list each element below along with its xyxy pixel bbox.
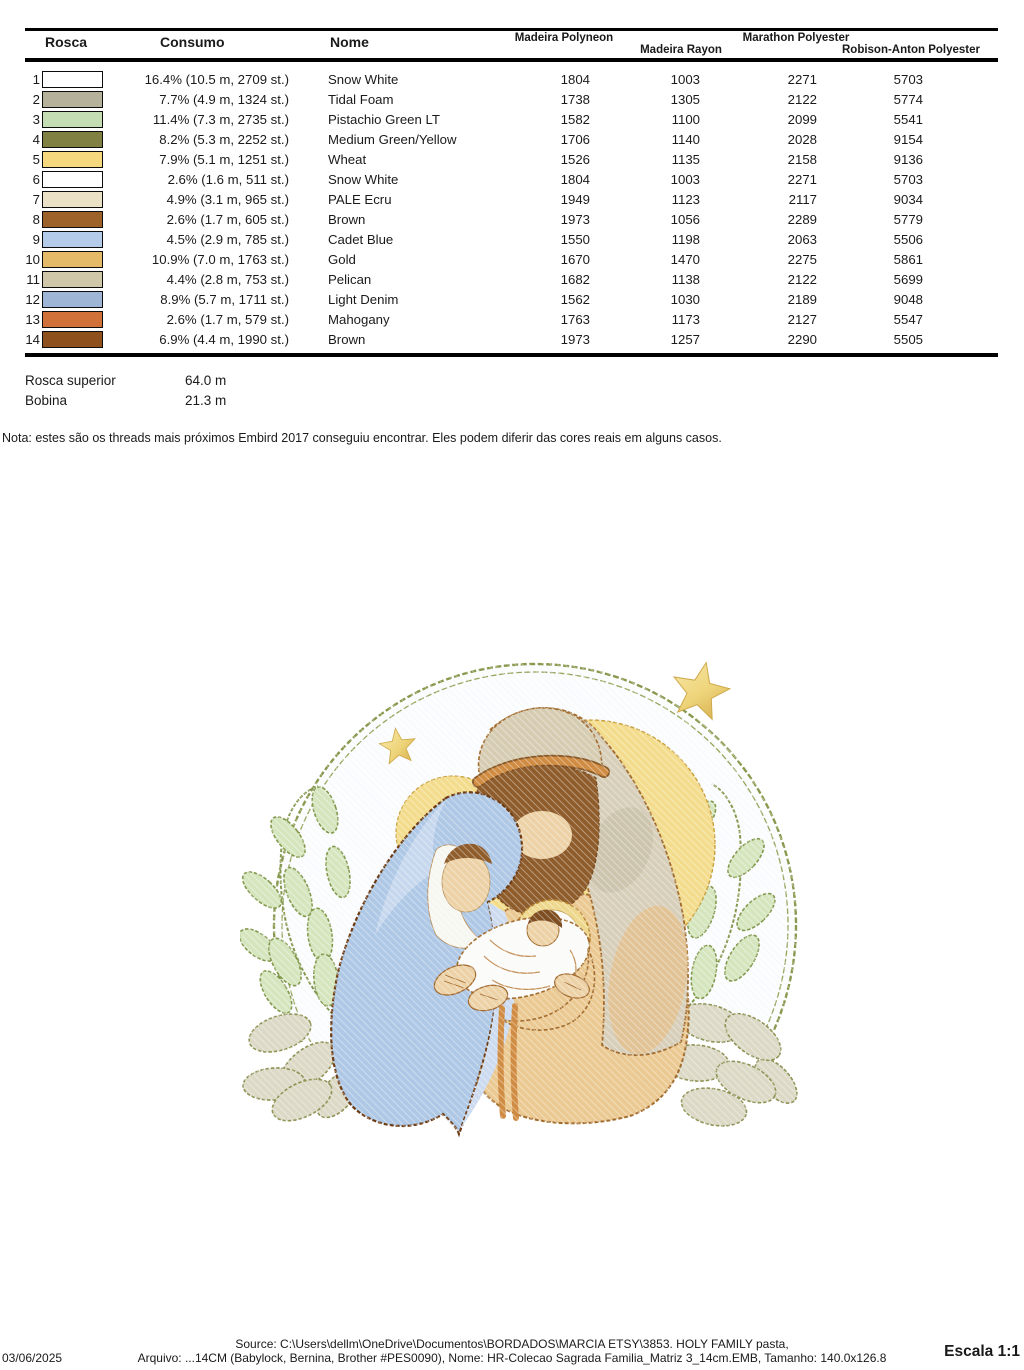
footer-date: 03/06/2025 [2,1351,63,1365]
thread-color-swatch [42,171,103,188]
robison-anton-code: 9136 [893,152,923,167]
madeira-rayon-code: 1135 [671,152,700,167]
robison-anton-code: 9034 [893,192,923,207]
consumo-value: 7.9% (5.1 m, 1251 st.) [159,152,289,167]
robison-anton-code: 5547 [893,312,923,327]
marathon-polyester-code: 2271 [787,72,817,87]
col-header-madeira-polyneon: Madeira Polyneon [514,32,614,44]
table-row [25,290,998,310]
madeira-polyneon-code: 1804 [560,172,590,187]
robison-anton-code: 5541 [893,112,923,127]
col-header-madeira-rayon: Madeira Rayon [640,44,722,56]
madeira-polyneon-code: 1763 [560,312,590,327]
col-header-marathon: Marathon Polyester [742,32,850,44]
thread-color-swatch [42,211,103,228]
consumo-value: 2.6% (1.7 m, 579 st.) [166,312,289,327]
madeira-polyneon-code: 1550 [560,232,590,247]
table-top-rule [25,28,998,31]
consumo-value: 11.4% (7.3 m, 2735 st.) [152,112,289,127]
table-row [25,170,998,190]
thread-name: Wheat [328,152,367,167]
row-number: 9 [32,232,40,247]
row-number: 4 [32,132,40,147]
marathon-polyester-code: 2127 [787,312,817,327]
bobina-label: Bobina [25,393,68,408]
marathon-polyester-code: 2122 [787,92,817,107]
footer-source-path: Source: C:\Users\dellm\OneDrive\Documentos\BORDADOS\MARCIA ETSY\3853. HOLY FAMILY pasta, [235,1337,789,1351]
marathon-polyester-code: 2271 [787,172,817,187]
marathon-polyester-code: 2063 [787,232,817,247]
footer-scale-label: Escala 1:1 [944,1343,1020,1360]
madeira-rayon-code: 1003 [670,172,700,187]
madeira-rayon-code: 1138 [671,272,700,287]
stitch-texture [240,650,800,1210]
consumo-value: 8.2% (5.3 m, 2252 st.) [159,132,289,147]
thread-color-swatch [42,271,103,288]
marathon-polyester-code: 2028 [787,132,817,147]
thread-color-swatch [42,191,103,208]
rosca-superior-value: 64.0 m [185,373,227,388]
table-row [25,330,998,350]
consumo-value: 2.6% (1.7 m, 605 st.) [166,212,289,227]
madeira-rayon-code: 1257 [670,332,700,347]
thread-color-swatch [42,91,103,108]
madeira-polyneon-code: 1973 [560,332,590,347]
table-header-rule [25,58,998,62]
madeira-polyneon-code: 1949 [560,192,590,207]
madeira-polyneon-code: 1582 [560,112,590,127]
thread-color-swatch [42,291,103,308]
thread-color-swatch [42,231,103,248]
consumo-value: 4.4% (2.8 m, 753 st.) [166,272,289,287]
consumo-value: 7.7% (4.9 m, 1324 st.) [159,92,289,107]
madeira-polyneon-code: 1706 [560,132,590,147]
robison-anton-code: 5703 [893,172,923,187]
thread-name: Medium Green/Yellow [328,132,457,147]
madeira-rayon-code: 1198 [671,232,700,247]
thread-name: Pistachio Green LT [328,112,440,127]
col-header-consumo: Consumo [160,34,225,50]
rosca-superior-label: Rosca superior [25,373,116,388]
robison-anton-code: 5774 [893,92,923,107]
thread-color-swatch [42,331,103,348]
madeira-rayon-code: 1305 [670,92,700,107]
thread-color-swatch [42,251,103,268]
thread-name: Snow White [328,72,399,87]
robison-anton-code: 9154 [893,132,923,147]
robison-anton-code: 5779 [893,212,923,227]
thread-name: Cadet Blue [328,232,394,247]
madeira-polyneon-code: 1973 [560,212,590,227]
madeira-rayon-code: 1123 [671,192,700,207]
row-number: 10 [25,252,40,267]
robison-anton-code: 5699 [893,272,923,287]
table-row [25,110,998,130]
thread-name: Gold [328,252,356,267]
thread-color-swatch [42,111,103,128]
col-header-robison-anton: Robison-Anton Polyester [841,44,980,56]
robison-anton-code: 5505 [893,332,923,347]
table-bottom-rule [25,353,998,357]
thread-name: Pelican [328,272,372,287]
thread-color-swatch [42,311,103,328]
consumo-value: 6.9% (4.4 m, 1990 st.) [159,332,289,347]
row-number: 13 [25,312,40,327]
madeira-polyneon-code: 1682 [560,272,590,287]
footer-file-info: Arquivo: ...14CM (Babylock, Bernina, Brother #PES0090), Nome: HR-Colecao Sagrada Familia_Matriz 3_14cm.EMB, Tamanho: 140.0x126.8 [137,1351,887,1365]
consumo-value: 10.9% (7.0 m, 1763 st.) [151,252,289,267]
table-row [25,150,998,170]
marathon-polyester-code: 2189 [787,292,817,307]
madeira-polyneon-code: 1526 [560,152,590,167]
madeira-rayon-code: 1030 [670,292,700,307]
table-row [25,270,998,290]
table-row [25,250,998,270]
thread-name: Light Denim [328,292,399,307]
row-number: 6 [32,172,40,187]
thread-color-swatch [42,71,103,88]
marathon-polyester-code: 2158 [787,152,817,167]
row-number: 14 [25,332,40,347]
robison-anton-code: 5861 [893,252,923,267]
table-row [25,230,998,250]
row-number: 8 [32,212,40,227]
row-number: 3 [32,112,40,127]
madeira-polyneon-code: 1670 [560,252,590,267]
madeira-polyneon-code: 1738 [560,92,590,107]
thread-name: Mahogany [328,312,390,327]
consumo-value: 2.6% (1.6 m, 511 st.) [167,172,289,187]
table-row [25,310,998,330]
madeira-polyneon-code: 1562 [560,292,590,307]
bobina-value: 21.3 m [185,393,227,408]
col-header-rosca: Rosca [45,34,88,50]
table-row [25,210,998,230]
robison-anton-code: 9048 [893,292,923,307]
thread-name: Brown [328,332,366,347]
thread-name: Snow White [328,172,399,187]
marathon-polyester-code: 2290 [787,332,817,347]
consumo-value: 16.4% (10.5 m, 2709 st.) [144,72,289,87]
madeira-rayon-code: 1173 [671,312,700,327]
row-number: 12 [25,292,40,307]
madeira-rayon-code: 1003 [670,72,700,87]
madeira-polyneon-code: 1804 [560,72,590,87]
marathon-polyester-code: 2117 [788,192,817,207]
row-number: 11 [26,272,40,287]
embroidery-design-preview [240,650,800,1210]
thread-name: Tidal Foam [328,92,394,107]
thread-color-swatch [42,151,103,168]
robison-anton-code: 5506 [893,232,923,247]
madeira-rayon-code: 1056 [670,212,700,227]
consumo-value: 8.9% (5.7 m, 1711 st.) [160,292,289,307]
thread-name: Brown [328,212,366,227]
madeira-rayon-code: 1140 [671,132,700,147]
marathon-polyester-code: 2275 [787,252,817,267]
marathon-polyester-code: 2099 [787,112,817,127]
robison-anton-code: 5703 [893,72,923,87]
row-number: 7 [32,192,40,207]
table-row [25,90,998,110]
table-row [25,130,998,150]
row-number: 2 [32,92,40,107]
consumo-value: 4.9% (3.1 m, 965 st.) [166,192,289,207]
thread-color-swatch [42,131,103,148]
thread-name: PALE Ecru [328,192,392,207]
thread-note: Nota: estes são os threads mais próximos Embird 2017 conseguiu encontrar. Eles podem diferir das cores reais em alguns casos. [2,431,722,445]
marathon-polyester-code: 2122 [787,272,817,287]
table-row [25,70,998,90]
consumo-value: 4.5% (2.9 m, 785 st.) [166,232,289,247]
madeira-rayon-code: 1470 [670,252,700,267]
row-number: 5 [32,152,40,167]
row-number: 1 [32,72,40,87]
table-row [25,190,998,210]
table-rows [25,70,998,350]
madeira-rayon-code: 1100 [671,112,700,127]
col-header-nome: Nome [330,34,369,50]
marathon-polyester-code: 2289 [787,212,817,227]
